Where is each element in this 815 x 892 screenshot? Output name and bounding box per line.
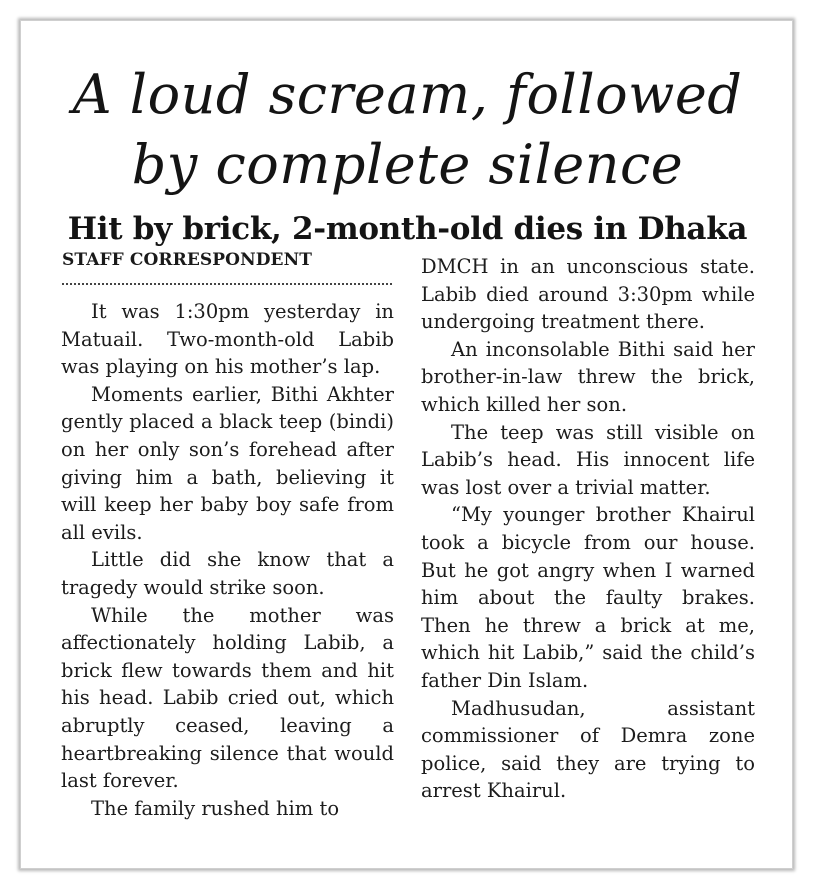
paragraph: The family rushed him to <box>91 796 340 820</box>
paragraph: Madhusudan, assistant commissioner of Demra zone police, said they are trying to arrest Khairul. <box>421 696 755 803</box>
paragraph: DMCH in an unconscious state. Labib died around 3:30pm while undergoing treatment there. <box>421 255 755 334</box>
byline: STAFF CORRESPONDENT <box>62 250 312 270</box>
news-clipping <box>20 20 793 869</box>
paragraph: Moments earlier, Bithi Akhter gently placed a black teep (bindi) on her only son’s forehead after giving him a bath, believing it will keep her baby boy safe from all evils. <box>61 382 394 544</box>
paragraph: The teep was still visible on Labib’s head. His innocent life was lost over a trivial matter. <box>421 420 755 499</box>
headline-line-1: A loud scream, followed <box>72 63 743 126</box>
paragraph: While the mother was affectionately holding Labib, a brick flew towards them and hit his head. Labib cried out, which abruptly ceased, leaving a heartbreaking silence that would last forever. <box>61 603 394 793</box>
subheadline: Hit by brick, 2-month-old dies in Dhaka <box>67 211 748 247</box>
paragraph: An inconsolable Bithi said her brother-in-law threw the brick, which killed her son. <box>421 337 755 416</box>
paragraph: Little did she know that a tragedy would strike soon. <box>61 548 394 599</box>
headline-line-2: by complete silence <box>131 133 684 196</box>
paragraph: It was 1:30pm yesterday in Matuail. Two-month-old Labib was playing on his mother’s lap. <box>61 300 394 379</box>
article-column-2 <box>421 253 755 805</box>
article-column-1 <box>61 298 394 822</box>
paragraph: “My younger brother Khairul took a bicycle from our house. But he got angry when I warned him about the faulty brakes. Then he threw a brick at me, which hit Labib,” said the child’s father Din Islam. <box>421 503 755 692</box>
byline-divider <box>62 283 392 285</box>
